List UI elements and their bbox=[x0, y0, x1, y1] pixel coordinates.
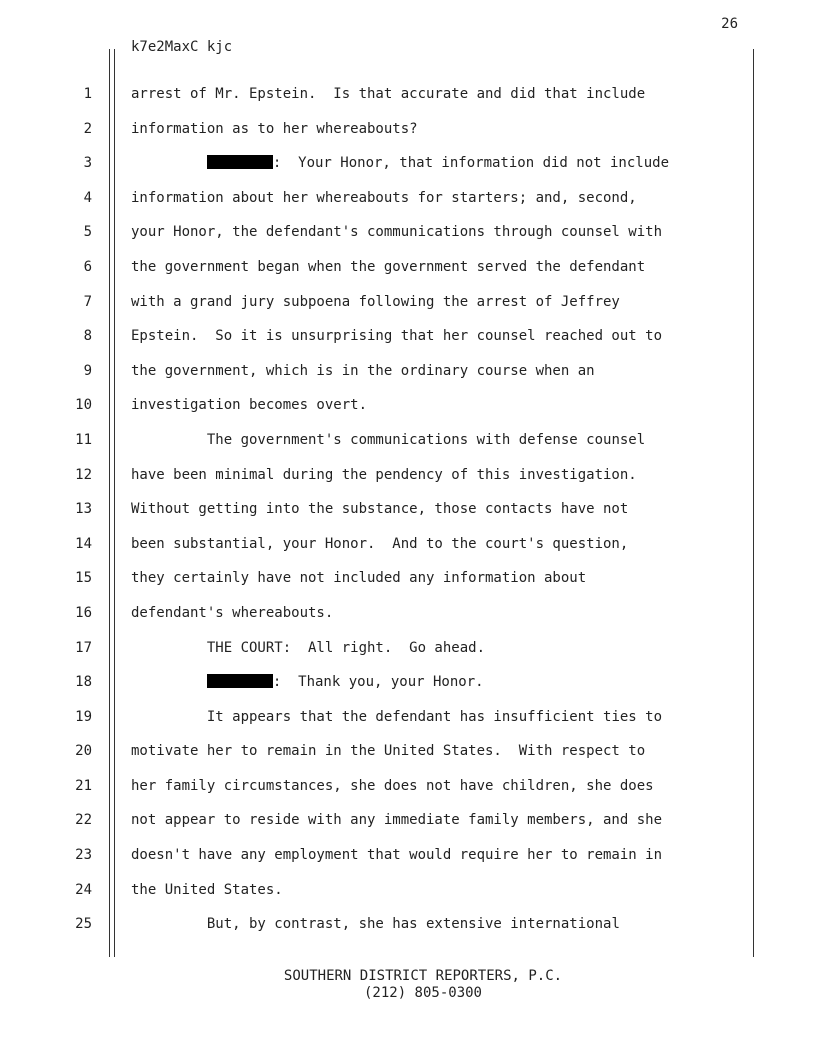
line-content: THE COURT: All right. Go ahead. bbox=[206, 639, 486, 656]
transcript-line bbox=[0, 908, 816, 943]
transcript-line bbox=[0, 147, 816, 182]
transcript-line bbox=[0, 562, 816, 597]
transcript-line bbox=[0, 182, 816, 217]
transcript-line bbox=[0, 424, 816, 459]
line-content: motivate her to remain in the United States. With respect to bbox=[131, 743, 646, 760]
line-indent bbox=[131, 155, 207, 171]
line-number: 1 bbox=[83, 86, 92, 102]
line-content: information as to her whereabouts? bbox=[131, 120, 418, 137]
line-number: 19 bbox=[75, 708, 92, 725]
line-content: defendant's whereabouts. bbox=[131, 604, 334, 621]
line-text bbox=[131, 709, 662, 725]
line-content: with a grand jury subpoena following the arrest of Jeffrey bbox=[131, 293, 620, 310]
line-text bbox=[131, 294, 620, 310]
line-content: : Your Honor, that information did not include bbox=[272, 155, 670, 172]
line-number: 24 bbox=[75, 881, 92, 898]
line-number: 22 bbox=[75, 812, 92, 829]
line-number: 15 bbox=[75, 570, 92, 587]
line-indent bbox=[131, 674, 207, 690]
line-number: 12 bbox=[75, 466, 92, 483]
line-text bbox=[131, 778, 654, 794]
line-content: : Thank you, your Honor. bbox=[272, 674, 484, 691]
line-indent bbox=[131, 916, 207, 932]
line-content: her family circumstances, she does not have children, she does bbox=[131, 777, 654, 794]
transcript-line bbox=[0, 459, 816, 494]
footer-reporter-name: SOUTHERN DISTRICT REPORTERS, P.C. bbox=[283, 968, 563, 984]
line-text bbox=[131, 882, 283, 898]
redaction-box bbox=[207, 155, 273, 169]
line-content: But, by contrast, she has extensive international bbox=[206, 916, 620, 933]
line-content: they certainly have not included any information about bbox=[131, 570, 587, 587]
line-text bbox=[131, 190, 637, 206]
line-number: 25 bbox=[75, 916, 92, 933]
footer bbox=[0, 968, 816, 1002]
line-text bbox=[131, 467, 637, 483]
transcript-line bbox=[0, 78, 816, 113]
line-number: 2 bbox=[83, 120, 92, 137]
line-text bbox=[131, 812, 662, 828]
line-number: 3 bbox=[83, 155, 92, 172]
line-indent bbox=[131, 432, 207, 448]
line-number: 20 bbox=[75, 743, 92, 760]
line-text bbox=[131, 536, 628, 552]
line-text bbox=[131, 501, 628, 517]
line-content: the government, which is in the ordinary course when an bbox=[131, 362, 595, 379]
line-number: 23 bbox=[75, 847, 92, 864]
line-text bbox=[131, 397, 367, 413]
line-number: 6 bbox=[83, 258, 92, 275]
line-content: the government began when the government served the defendant bbox=[131, 258, 646, 275]
line-text bbox=[131, 432, 645, 448]
line-content: The government's communications with defense counsel bbox=[206, 431, 646, 448]
line-number: 10 bbox=[75, 397, 92, 414]
line-number: 14 bbox=[75, 535, 92, 552]
transcript-body bbox=[0, 78, 816, 943]
line-content: doesn't have any employment that would require her to remain in bbox=[131, 847, 663, 864]
line-text bbox=[131, 570, 586, 586]
line-text bbox=[131, 259, 645, 275]
line-text bbox=[131, 121, 418, 137]
transcript-line bbox=[0, 874, 816, 909]
line-content: It appears that the defendant has insufficient ties to bbox=[206, 708, 663, 725]
line-number: 8 bbox=[83, 328, 92, 345]
line-indent bbox=[131, 709, 207, 725]
line-text bbox=[131, 743, 645, 759]
line-text bbox=[131, 363, 595, 379]
transcript-line bbox=[0, 701, 816, 736]
line-content: investigation becomes overt. bbox=[131, 397, 368, 414]
transcript-line bbox=[0, 286, 816, 321]
line-content: the United States. bbox=[131, 881, 283, 898]
line-text bbox=[131, 224, 662, 240]
transcript-line bbox=[0, 251, 816, 286]
line-content: Without getting into the substance, those contacts have not bbox=[131, 501, 629, 518]
line-text bbox=[131, 328, 662, 344]
transcript-line bbox=[0, 493, 816, 528]
line-indent bbox=[131, 640, 207, 656]
line-text bbox=[131, 640, 485, 656]
transcript-line bbox=[0, 216, 816, 251]
redaction-box bbox=[207, 674, 273, 688]
line-text bbox=[131, 155, 669, 171]
line-number: 5 bbox=[83, 224, 92, 241]
line-text bbox=[131, 674, 484, 690]
transcript-line bbox=[0, 735, 816, 770]
header-code: k7e2MaxC kjc bbox=[131, 39, 233, 55]
transcript-line bbox=[0, 597, 816, 632]
line-content: Epstein. So it is unsurprising that her counsel reached out to bbox=[131, 328, 663, 345]
line-content: not appear to reside with any immediate family members, and she bbox=[131, 812, 663, 829]
transcript-line bbox=[0, 632, 816, 667]
line-text bbox=[131, 847, 662, 863]
transcript-line bbox=[0, 113, 816, 148]
transcript-line bbox=[0, 666, 816, 701]
page-number: 26 bbox=[721, 16, 738, 32]
transcript-line bbox=[0, 770, 816, 805]
line-number: 11 bbox=[75, 431, 92, 448]
transcript-line bbox=[0, 320, 816, 355]
line-number: 4 bbox=[83, 189, 92, 206]
footer-phone: (212) 805-0300 bbox=[363, 985, 482, 1001]
line-text bbox=[131, 86, 645, 102]
line-number: 18 bbox=[75, 674, 92, 691]
line-content: information about her whereabouts for starters; and, second, bbox=[131, 189, 637, 206]
transcript-line bbox=[0, 804, 816, 839]
line-number: 17 bbox=[75, 639, 92, 656]
line-content: have been minimal during the pendency of this investigation. bbox=[131, 466, 637, 483]
transcript-line bbox=[0, 355, 816, 390]
transcript-line bbox=[0, 528, 816, 563]
line-number: 9 bbox=[83, 362, 92, 379]
line-number: 16 bbox=[75, 604, 92, 621]
line-number: 13 bbox=[75, 501, 92, 518]
line-content: been substantial, your Honor. And to the court's question, bbox=[131, 535, 629, 552]
line-content: arrest of Mr. Epstein. Is that accurate and did that include bbox=[131, 86, 646, 102]
transcript-line bbox=[0, 389, 816, 424]
line-number: 21 bbox=[75, 777, 92, 794]
line-content: your Honor, the defendant's communications through counsel with bbox=[131, 224, 663, 241]
line-text bbox=[131, 916, 620, 932]
line-number: 7 bbox=[83, 293, 92, 310]
line-text bbox=[131, 605, 333, 621]
transcript-line bbox=[0, 839, 816, 874]
